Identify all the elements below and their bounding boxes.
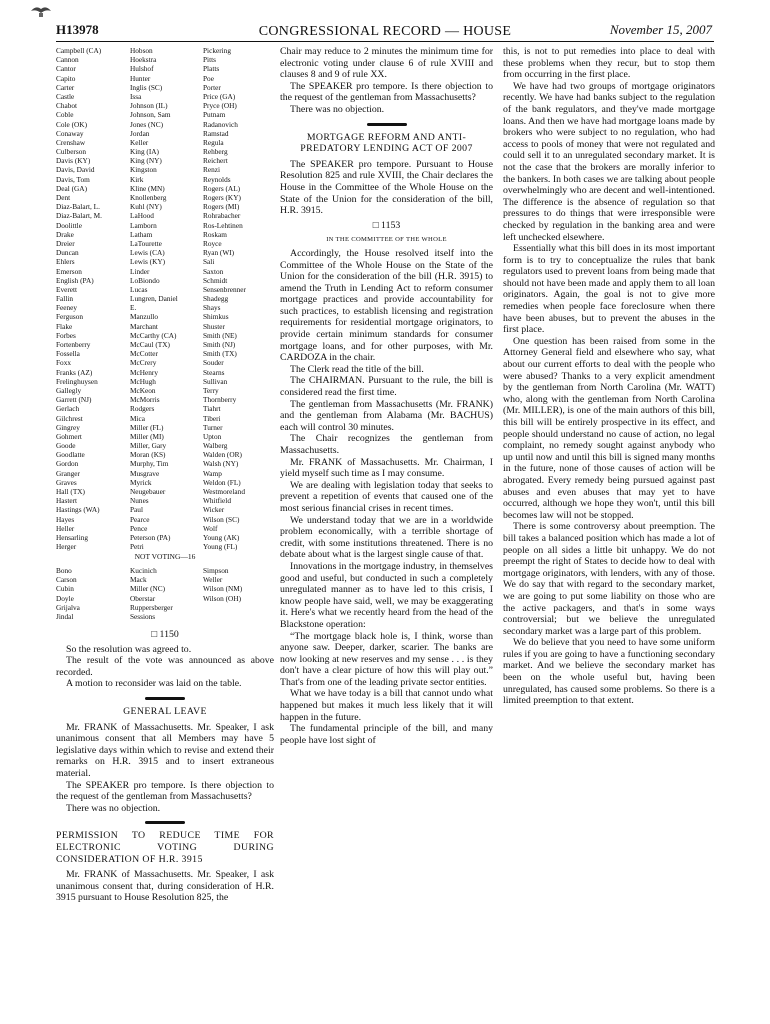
member-name: Rehberg <box>203 147 228 157</box>
member-name: Mica <box>130 413 145 423</box>
member-name: Kucinich <box>130 566 157 575</box>
member-name: Simpson <box>203 566 229 575</box>
member-name: Smith (TX) <box>203 349 237 359</box>
member-name: Oberstar <box>130 593 156 603</box>
member-name: LaTourette <box>130 238 162 248</box>
paragraph: Mr. FRANK of Massachusetts. Mr. Speaker, I ask unanimous consent that all Members may have 5 legislative days within which to revise and extend their remarks on H.R. 3915 and to insert extraneous material. <box>56 721 274 779</box>
time-marker: □ 1150 <box>151 629 179 640</box>
member-name: Forbes <box>56 330 76 340</box>
member-name: McMorris <box>130 395 160 405</box>
member-name: Porter <box>203 82 221 92</box>
committee-heading: IN THE COMMITTEE OF THE WHOLE <box>326 236 447 244</box>
member-name: Bono <box>56 566 72 575</box>
member-name: Poe <box>203 73 214 83</box>
paragraph: The CHAIRMAN. Pursuant to the rule, the bill is considered read the first time. <box>280 375 493 399</box>
member-name: Ros-Lehtinen <box>203 220 243 230</box>
member-name: Myrick <box>130 477 152 487</box>
member-name: Foxx <box>56 358 72 368</box>
paragraph: The result of the vote was announced as above recorded. <box>56 655 274 678</box>
member-name: Reichert <box>203 156 228 166</box>
member-name: Dent <box>56 193 71 202</box>
member-name: Doolittle <box>56 220 82 230</box>
member-name: Flake <box>56 321 73 331</box>
member-name: Lucas <box>130 284 148 294</box>
member-name: Upton <box>203 431 222 441</box>
member-name: Knollenberg <box>130 193 167 202</box>
member-name: Tiberi <box>203 413 221 423</box>
member-name: Wamp <box>203 468 222 478</box>
member-name: Young (AK) <box>203 532 240 542</box>
member-name: Emerson <box>56 266 82 276</box>
member-name: Pence <box>130 523 148 533</box>
member-name: Gallegly <box>56 385 82 395</box>
member-name: Shuster <box>203 321 225 331</box>
member-name: Lamborn <box>130 220 157 230</box>
member-name: Sensenbrenner <box>203 284 246 294</box>
member-name: Carson <box>56 575 77 585</box>
member-name: Schmidt <box>203 275 228 285</box>
paragraph: There was no objection. <box>290 103 385 115</box>
member-name: Paul <box>130 505 143 515</box>
member-name: Shays <box>203 303 221 313</box>
member-name: Westmoreland <box>203 487 245 496</box>
member-name: Davis (KY) <box>56 156 91 166</box>
section-heading: MORTGAGE REFORM AND ANTI-PREDATORY LENDING ACT OF 2007 <box>300 131 473 155</box>
member-name: Johnson (IL) <box>130 101 168 111</box>
paragraph: A motion to reconsider was laid on the table. <box>66 678 242 690</box>
member-name: Everett <box>56 284 78 294</box>
member-name: Kuhl (NY) <box>130 202 162 212</box>
member-name: LaHood <box>130 211 154 221</box>
member-name: Shadegg <box>203 294 229 304</box>
member-name: Chabot <box>56 101 78 111</box>
member-name: Deal (GA) <box>56 183 87 193</box>
member-name: Peterson (PA) <box>130 532 171 542</box>
member-name: Hayes <box>56 514 75 524</box>
member-name: Pearce <box>130 514 150 524</box>
member-name: Capito <box>56 73 76 83</box>
column-1-text <box>56 626 274 904</box>
member-name: Keller <box>130 137 149 147</box>
member-name: Wilson (NM) <box>203 584 243 594</box>
member-name: Pryce (OH) <box>203 101 237 111</box>
paragraph: Mr. FRANK of Massachusetts. Mr. Chairman, I yield myself such time as I may consume. <box>280 456 493 480</box>
member-name: Jordan <box>130 128 150 138</box>
time-marker: □ 1153 <box>372 219 401 231</box>
member-name: Hulshof <box>130 64 154 74</box>
member-name: Davis, David <box>56 165 95 175</box>
member-name: Culberson <box>56 147 86 157</box>
member-name: Jones (NC) <box>130 119 164 129</box>
member-name: McCaul (TX) <box>130 340 170 349</box>
issue-date: November 15, 2007 <box>609 22 712 37</box>
member-name: Fallin <box>56 294 74 304</box>
member-name: Miller (NC) <box>130 584 166 594</box>
member-name: Herger <box>56 542 77 552</box>
paragraph: The Clerk read the title of the bill. <box>290 363 424 375</box>
member-name: Graves <box>56 477 77 487</box>
member-name: Musgrave <box>130 468 160 478</box>
paragraph: “The mortgage black hole is, I think, worse than anyone saw. Deeper, darker, scarier. The banks are now looking at new reserves and my sense . . . is they don't have a clear picture of how this will play out.” That's from one of the leading private sector entities. <box>280 630 493 688</box>
member-name: Latham <box>130 229 153 239</box>
member-name: Gingrey <box>56 422 80 432</box>
not-voting-col2 <box>130 566 200 621</box>
member-name: Franks (AZ) <box>56 367 93 377</box>
member-name: Murphy, Tim <box>130 459 169 469</box>
member-name: Walden (OR) <box>203 450 242 460</box>
member-name: Renzi <box>203 165 221 175</box>
member-name: Terry <box>203 385 219 395</box>
member-name: Whitfield <box>203 496 231 506</box>
member-name: Platts <box>203 64 220 74</box>
member-name: Sali <box>203 257 215 267</box>
member-name: Doyle <box>56 593 74 603</box>
member-name: Miller, Gary <box>130 441 167 451</box>
member-name: Hastert <box>56 496 78 506</box>
not-voting-heading: NOT VOTING—16 <box>134 552 196 561</box>
member-name: Miller (FL) <box>130 422 164 432</box>
member-name: Reynolds <box>203 174 231 184</box>
member-name: Gohmert <box>56 431 82 441</box>
member-name: Hastings (WA) <box>56 505 100 515</box>
member-name: Young (FL) <box>203 542 238 552</box>
not-voting-col3 <box>203 566 273 603</box>
member-name: Hall (TX) <box>56 487 85 496</box>
paragraph: The Chair recognizes the gentleman from Massachusetts. <box>280 433 493 456</box>
paragraph: We understand today that we are in a worldwide problem economically, with a terrible shortage of credit, with some institutions threatened. There is no debate about what is the largest single cause of that. <box>280 514 493 561</box>
member-name: Ferguson <box>56 312 84 322</box>
header-rule <box>56 41 714 42</box>
paragraph: Mr. FRANK of Massachusetts. Mr. Speaker, I ask unanimous consent that, during consideration of H.R. 3915 pursuant to House Resolution 825, the <box>56 869 274 904</box>
member-name: McKeon <box>130 385 156 395</box>
member-name: Sullivan <box>203 376 228 386</box>
member-name: Frelinghuysen <box>56 376 98 386</box>
member-name: McHugh <box>130 376 156 386</box>
member-name: Souder <box>203 358 224 368</box>
paragraph: What we have today is a bill that cannot undo what happened but makes it much less likely that it will happen in the future. <box>280 688 493 723</box>
member-name: Diaz-Balart, M. <box>56 211 102 221</box>
member-name: Drake <box>56 229 74 239</box>
paragraph: There is some controversy about preemption. The bill takes a balanced position which has made a lot of people on all sides a little bit unhappy. We do not preempt the right of States to decide how to deal with mortgage originators, with lenders, with any of those. We do say that with regard to the secondary market, we are going to put some liability on those who are the active packagers, and that's in some ways controversial; but we believe the unregulated secondary market was a large part of this problem. <box>503 521 715 637</box>
member-name: Tiahrt <box>203 404 221 414</box>
paragraph: So the resolution was agreed to. <box>66 643 192 655</box>
section-heading: GENERAL LEAVE <box>123 705 207 717</box>
member-name: Weldon (FL) <box>203 477 241 487</box>
member-name: Roskam <box>203 229 227 239</box>
member-name: Heller <box>56 523 75 533</box>
section-divider <box>367 123 407 126</box>
publication-title: CONGRESSIONAL RECORD — HOUSE <box>258 24 512 39</box>
member-name: Cole (OK) <box>56 119 88 129</box>
member-name: Castle <box>56 91 75 101</box>
member-name: Sessions <box>130 611 156 621</box>
member-name: Rogers (KY) <box>203 193 241 202</box>
paragraph: Accordingly, the House resolved itself into the Committee of the Whole House on the State of the Union for the consideration of the bill (H.R. 3915) to amend the Truth in Lending Act to reform consumer mortgage practices and provide accountability for such practices, to establish licensing and registration requirements for residential mortgage originators, to provide certain minimum standards for consumer mortgage loans, and for other purposes, with Mr. CARDOZA in the chair. <box>280 247 493 364</box>
member-name: Marchant <box>130 321 158 331</box>
member-name: Fossella <box>56 349 80 359</box>
member-name: Saxton <box>203 266 224 276</box>
member-name: Dreier <box>56 238 75 248</box>
member-name: Grijalva <box>56 602 80 612</box>
member-name: Miller (MI) <box>130 431 164 441</box>
member-name: Cantor <box>56 64 76 74</box>
vote-names-col2 <box>130 46 200 551</box>
member-name: Manzullo <box>130 312 158 322</box>
member-name: Rogers (MI) <box>203 202 240 212</box>
member-name: Turner <box>203 422 223 432</box>
vote-names-col1 <box>56 46 128 551</box>
member-name: McCrery <box>130 358 157 368</box>
member-name: Cubin <box>56 584 74 594</box>
member-name: King (NY) <box>130 156 162 166</box>
section-divider <box>145 697 185 700</box>
paragraph: We have had two groups of mortgage originators recently. We have had banks subject to the regulation of the bank regulators, and they've made mortgage loans. And then we have had mortgage loans made by brokers who were subject to no regulation, who had access to pools of money that were not regulated and could sell it to an unregulated secondary market. It is not the case that the brokers are morally inferior to the bankers. In both cases we are talking about people overwhelmingly who are decent and well-intentioned. The difference is the absence of regulation so that pressures to do things that were irresponsible were checked by regulation in the banking area and were left unchecked elsewhere. <box>503 80 715 243</box>
member-name: Wilson (OH) <box>203 593 242 603</box>
paragraph: The fundamental principle of the bill, and many people have lost sight of <box>280 723 493 746</box>
member-name: Lewis (KY) <box>130 257 166 267</box>
member-name: Granger <box>56 468 80 478</box>
member-name: Hensarling <box>56 532 89 542</box>
member-name: McCotter <box>130 349 158 359</box>
member-name: Ruppersberger <box>130 602 173 612</box>
paragraph: Chair may reduce to 2 minutes the minimum time for electronic voting under clause 6 of rule XVIII and clauses 8 and 9 of rule XX. <box>280 46 493 81</box>
paragraph: We do believe that you need to have some uniform rules if you are going to have a functioning secondary market. And we believe the secondary market has been on the whole useful but, having been unregulated, has caused some problems. So there is a limited preemption to that extent. <box>503 637 715 707</box>
paragraph: The SPEAKER pro tempore. Is there objection to the request of the gentleman from Massachusetts? <box>280 80 493 104</box>
member-name: Radanovich <box>203 119 238 129</box>
member-name: Campbell (CA) <box>56 46 102 55</box>
paragraph: The SPEAKER pro tempore. Is there objection to the request of the gentleman from Massachusetts? <box>56 779 274 803</box>
member-name: Gilchrest <box>56 413 83 423</box>
paragraph: this, is not to put remedies into place to deal with these problems when they recur, but to stop them from occurring in the first place. <box>503 46 715 81</box>
gpo-eagle-logo-icon <box>30 4 52 18</box>
member-name: Hobson <box>130 46 153 55</box>
member-name: Carter <box>56 82 75 92</box>
paragraph: The gentleman from Massachusetts (Mr. FRANK) and the gentleman from Alabama (Mr. BACHUS) each will control 30 minutes. <box>280 398 493 433</box>
member-name: Duncan <box>56 248 79 258</box>
member-name: Shimkus <box>203 312 229 322</box>
member-name: Hunter <box>130 73 151 83</box>
member-name: Mack <box>130 575 147 585</box>
member-name: Royce <box>203 238 222 248</box>
member-name: Rohrabacher <box>203 211 241 221</box>
paragraph: There was no objection. <box>66 802 161 814</box>
member-name: Gerlach <box>56 404 80 414</box>
member-name: Issa <box>130 91 142 101</box>
member-name: Moran (KS) <box>130 450 166 460</box>
member-name: Walsh (NY) <box>203 459 239 469</box>
member-name: LoBiondo <box>130 275 160 285</box>
member-name: Conaway <box>56 128 84 138</box>
member-name: Thornberry <box>203 395 237 405</box>
member-name: Rogers (AL) <box>203 183 241 193</box>
member-name: Ramstad <box>203 128 229 138</box>
member-name: Cannon <box>56 55 79 65</box>
member-name: Regula <box>203 137 224 147</box>
member-name: Ehlers <box>56 257 75 267</box>
member-name: Linder <box>130 266 150 276</box>
member-name: Inglis (SC) <box>130 82 163 92</box>
member-name: Gordon <box>56 459 79 469</box>
member-name: King (IA) <box>130 147 159 157</box>
member-name: Feeney <box>56 303 78 313</box>
section-divider <box>145 821 185 824</box>
member-name: Jindal <box>56 611 74 621</box>
member-name: Davis, Tom <box>56 174 90 184</box>
member-name: Smith (NE) <box>203 330 237 340</box>
member-name: Stearns <box>203 367 225 377</box>
member-name: Nunes <box>130 496 149 506</box>
member-name: Kline (MN) <box>130 183 165 193</box>
member-name: Walberg <box>203 441 228 451</box>
member-name: Ryan (WI) <box>203 248 235 258</box>
member-name: Smith (NJ) <box>203 340 236 349</box>
not-voting-col1 <box>56 566 126 621</box>
member-name: Goodlatte <box>56 450 85 460</box>
member-name: Wilson (SC) <box>203 514 240 524</box>
member-name: Rodgers <box>130 404 155 414</box>
paragraph: Innovations in the mortgage industry, in themselves good and useful, but conducted in such a completely unregulated manner as to have led to this crisis, I know people have said, well, we may be exaggerating it. Here's what we recently heard from the head of the Blackstone operation: <box>280 560 493 630</box>
member-name: Garrett (NJ) <box>56 395 92 405</box>
member-name: Crenshaw <box>56 137 86 147</box>
member-name: Wicker <box>203 505 225 515</box>
paragraph: We are dealing with legislation today that seeks to prevent a repetition of events that caused one of the most serious financial crises in recent times. <box>280 479 493 514</box>
column-3-text <box>503 46 715 707</box>
member-name: Johnson, Sam <box>130 110 171 120</box>
member-name: Goode <box>56 441 76 451</box>
column-2-text <box>280 46 493 746</box>
vote-names-col3 <box>203 46 273 551</box>
member-name: McHenry <box>130 367 158 377</box>
member-name: Lungren, Daniel <box>130 294 178 304</box>
member-name: Price (GA) <box>203 91 236 101</box>
member-name: Fortenberry <box>56 340 91 349</box>
member-name: Putnam <box>203 110 226 120</box>
member-name: Pitts <box>203 55 216 65</box>
member-name: Diaz-Balart, L. <box>56 202 100 212</box>
member-name: Neugebauer <box>130 487 166 496</box>
member-name: Lewis (CA) <box>130 248 165 258</box>
section-heading: PERMISSION TO REDUCE TIME FOR ELECTRONIC VOTING DURING CONSIDERATION OF H.R. 3915 <box>56 830 274 865</box>
member-name: Petri <box>130 542 144 552</box>
member-name: E. <box>130 303 137 313</box>
member-name: Kirk <box>130 174 144 184</box>
paragraph: The SPEAKER pro tempore. Pursuant to House Resolution 825 and rule XVIII, the Chair declares the House in the Committee of the Whole House on the State of the Union for the consideration of the bill, H.R. 3915. <box>280 158 493 217</box>
paragraph: Essentially what this bill does in its most important form is to try to conceptualize the rules that bank regulators used to prevent loans from being made that should not have been made and apply them to all loan originators. Again, the goal is not to give more remedies when people face foreclosure when there have been abuses, but to prevent the abuses in the first place. <box>503 243 715 336</box>
member-name: Kingston <box>130 165 157 175</box>
member-name: Pickering <box>203 46 231 55</box>
member-name: English (PA) <box>56 275 94 285</box>
member-name: Hoekstra <box>130 55 157 65</box>
member-name: McCarthy (CA) <box>130 330 177 340</box>
paragraph: One question has been raised from some in the Attorney General field and elsewhere who say, what about our current efforts to deal with the people who were abused? Thanks to a very explicit amendment by the gentleman from North Carolina (Mr. WATT) who, along with the gentleman from North Carolina (Mr. MILLER), is one of the main authors of this bill, this bill will be entirely prospective in its effect, and people should understand no cause of action, no legal complaint, no remedy sought against anybody who up until now and until this bill is signed many months in the future, none of those causes of action will be abrogated. Every remedy being pursued against past abuses and even abuses that may yet to have occurred, although we hope they won't, until this bill becomes law will not be stopped. <box>503 335 715 521</box>
member-name: Weller <box>203 575 223 585</box>
member-name: Coble <box>56 110 74 120</box>
member-name: Wolf <box>203 523 218 533</box>
page-id: H13978 <box>56 22 99 37</box>
